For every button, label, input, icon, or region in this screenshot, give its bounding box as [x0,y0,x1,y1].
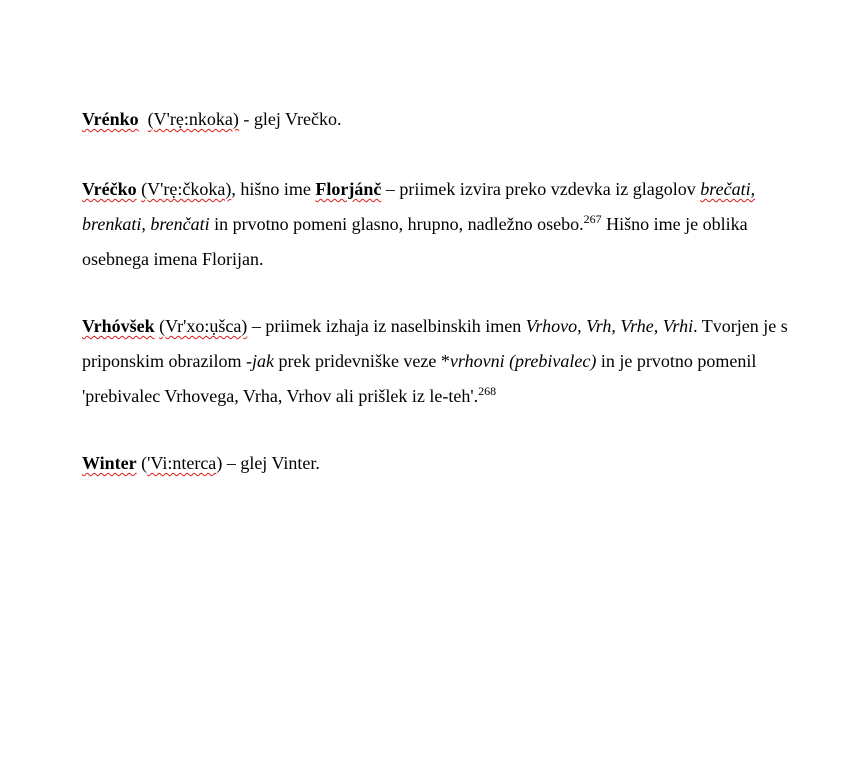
place-names: Vrhovo, Vrh, Vrhe, Vrhi [525,316,694,336]
dictionary-entry-vrecko [82,172,804,277]
pronunciation: (V'rẹ:čkoka) [141,179,232,199]
entry-text: in prvotno pomeni glasno, hrupno, nadležno osebo. [209,214,584,234]
italic-verbs: brenkati, brenčati [82,214,210,234]
pronunciation: (V'rẹ:nkoka) [147,109,239,129]
dictionary-entry-vrhovsek [82,309,804,414]
entry-text: - glej Vrečko. [238,109,342,129]
dictionary-entry-vrenko [82,102,804,137]
headword: Vrénko [82,109,139,129]
headword: Winter [82,453,137,473]
footnote-ref[interactable]: 267 [583,212,602,226]
entry-text: , hišno ime [231,179,316,199]
pronunciation: 'Vi:nterca [147,453,217,473]
entry-text: . Tvorjen je s priponskim obrazilom [82,316,788,371]
dictionary-entry-winter [82,446,804,481]
entry-text: – priimek izvira preko vzdevka iz glagolov [381,179,701,199]
entry-text: prek pridevniške veze * [273,351,450,371]
adjectival-phrase: vrhovni (prebivalec) [449,351,597,371]
headword: Vrhóvšek [82,316,155,336]
footnote-ref[interactable]: 268 [478,384,497,398]
pron-open: ( [141,453,148,473]
house-name: Florjánč [315,179,382,199]
pron-close: ) [216,453,223,473]
italic-verb: brečati, [700,179,756,199]
entry-text: in je prvotno pomenil 'prebivalec Vrhovega, Vrha, Vrhov ali prišlek iz le-teh'. [82,351,757,406]
pronunciation: (Vr'xo:ụšca) [159,316,248,336]
headword: Vréčko [82,179,137,199]
entry-text: – glej Vinter. [222,453,320,473]
suffix: -jak [245,351,274,371]
entry-text: Hišno ime je oblika osebnega imena Florijan. [82,214,748,269]
entry-text: – priimek izhaja iz naselbinskih imen [247,316,526,336]
